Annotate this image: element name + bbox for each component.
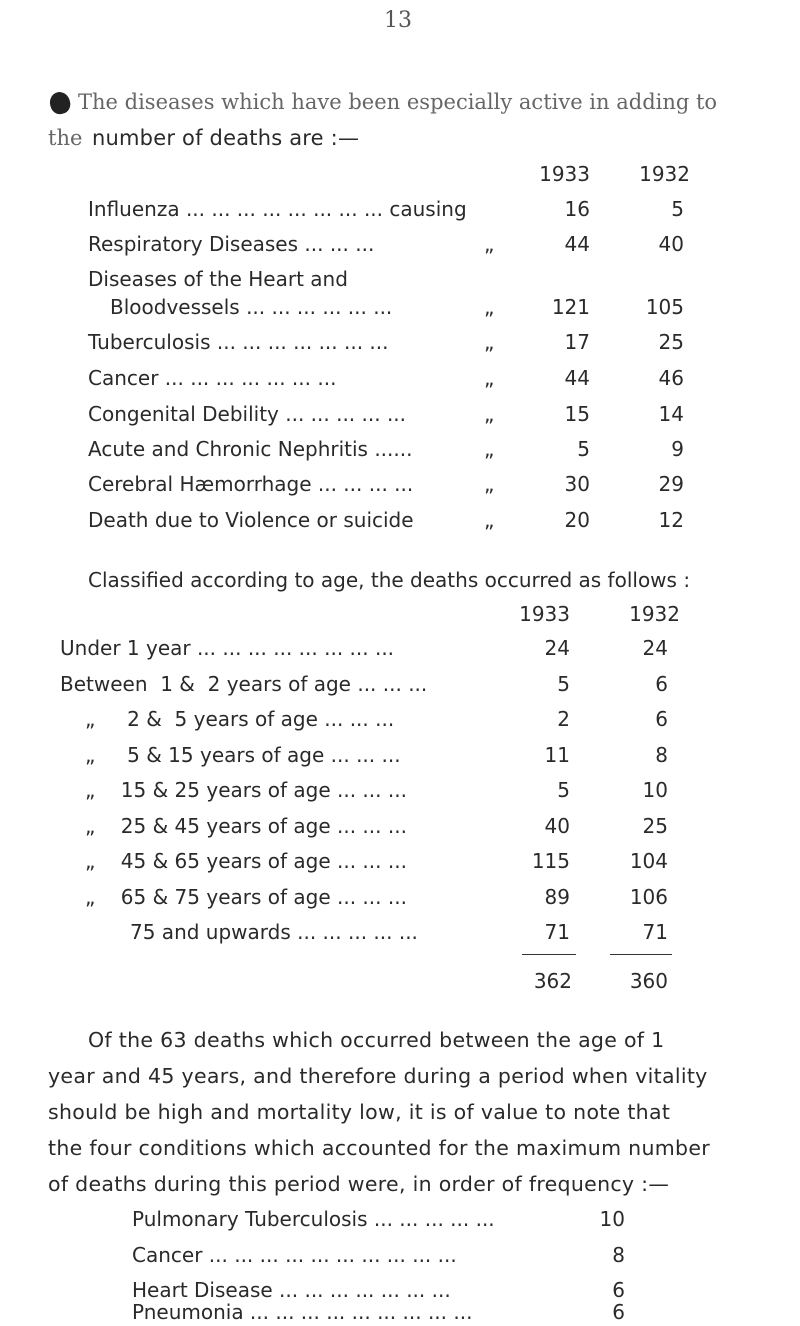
disease-header-1933: 1933 [539,162,590,186]
paragraph-line-4: the four conditions which accounted for the maximum number [48,1136,710,1160]
disease-row-1932: 5 [671,197,684,221]
condition-count: 6 [612,1300,625,1324]
ditto-mark: „ [484,472,495,496]
disease-row-1933: 20 [564,508,590,532]
disease-row-1932: 25 [658,330,684,354]
condition-count: 6 [612,1278,625,1302]
age-row-1932: 24 [642,636,668,660]
disease-row-1933: 16 [564,197,590,221]
disease-row-1932: 46 [658,366,684,390]
age-row-1933: 24 [544,636,570,660]
ditto-mark: „ [484,232,495,256]
ditto-mark: „ [484,330,495,354]
disease-row-1932: 12 [658,508,684,532]
age-row-label: 75 and upwards ... ... ... ... ... [130,920,418,944]
paragraph-line-3: should be high and mortality low, it is of value to note that [48,1100,671,1124]
disease-row-1933: 30 [564,472,590,496]
total-rule-1932 [610,954,672,955]
age-row-label: „ 45 & 65 years of age ... ... ... [85,849,407,873]
disease-row-label: Respiratory Diseases ... ... ... [88,232,375,256]
disease-row-label: Acute and Chronic Nephritis ...... [88,437,413,461]
age-row-1933: 2 [557,707,570,731]
disease-row-label: Tuberculosis ... ... ... ... ... ... ... [88,330,389,354]
disease-row-1933: 5 [577,437,590,461]
disease-row-1933: 17 [564,330,590,354]
age-row-label: „ 15 & 25 years of age ... ... ... [85,778,407,802]
age-row-1932: 104 [629,849,668,873]
age-row-1932: 25 [642,814,668,838]
disease-row-label-cont: Bloodvessels ... ... ... ... ... ... [110,295,393,319]
disease-row-1932: 105 [645,295,684,319]
disease-row-1932: 29 [658,472,684,496]
ditto-mark: „ [484,366,495,390]
age-row-label: „ 5 & 15 years of age ... ... ... [85,743,401,767]
age-row-1933: 115 [531,849,570,873]
age-header-1933: 1933 [519,602,570,626]
age-row-label: „ 65 & 75 years of age ... ... ... [85,885,407,909]
ditto-mark: „ [484,437,495,461]
condition-count: 8 [612,1243,625,1267]
age-row-label: Under 1 year ... ... ... ... ... ... ... ... [60,636,395,660]
paragraph-line-2: year and 45 years, and therefore during a period when vitality [48,1064,708,1088]
page-number: 13 [384,8,412,33]
age-row-1933: 5 [557,778,570,802]
intro-line-2-prefix: the [48,126,83,150]
age-row-1933: 89 [544,885,570,909]
age-row-1932: 10 [642,778,668,802]
age-row-label: „ 25 & 45 years of age ... ... ... [85,814,407,838]
age-row-1932: 6 [655,672,668,696]
age-total-1932: 360 [629,969,668,993]
ditto-mark: „ [484,295,495,319]
disease-row-label: Cerebral Hæmorrhage ... ... ... ... [88,472,414,496]
age-row-1933: 11 [544,743,570,767]
ditto-mark: „ [484,508,495,532]
age-row-1933: 5 [557,672,570,696]
age-row-1932: 8 [655,743,668,767]
age-row-1933: 40 [544,814,570,838]
age-intro: Classified according to age, the deaths occurred as follows : [88,568,691,592]
condition-label: Cancer ... ... ... ... ... ... ... ... ... ... [132,1243,457,1267]
total-rule-1933 [522,954,576,955]
paragraph-line-1: Of the 63 deaths which occurred between the age of 1 [88,1028,665,1052]
disease-row-label: Influenza ... ... ... ... ... ... ... ... causing [88,197,467,221]
paragraph-line-5: of deaths during this period were, in order of frequency :— [48,1172,670,1196]
disease-row-1933: 44 [564,232,590,256]
disease-row-1932: 40 [658,232,684,256]
ditto-mark: „ [484,402,495,426]
age-total-1933: 362 [533,969,572,993]
condition-label: Pulmonary Tuberculosis ... ... ... ... ... [132,1207,495,1231]
disease-header-1932: 1932 [639,162,690,186]
age-row-1933: 71 [544,920,570,944]
condition-count: 10 [599,1207,625,1231]
age-row-label: „ 2 & 5 years of age ... ... ... [85,707,395,731]
disease-row-1933: 15 [564,402,590,426]
age-row-label: Between 1 & 2 years of age ... ... ... [60,672,428,696]
age-row-1932: 106 [629,885,668,909]
intro-line-2: number of deaths are :— [92,126,360,150]
disease-row-1933: 121 [551,295,590,319]
ink-blot-icon [47,90,72,116]
disease-row-1932: 14 [658,402,684,426]
disease-row-1933: 44 [564,366,590,390]
disease-row-label: Diseases of the Heart and [88,267,348,291]
age-header-1932: 1932 [629,602,680,626]
disease-row-label: Congenital Debility ... ... ... ... ... [88,402,407,426]
intro-line-1: The diseases which have been especially active in adding to [78,90,718,114]
condition-label: Pneumonia ... ... ... ... ... ... ... ... ... [132,1300,473,1324]
disease-row-label: Cancer ... ... ... ... ... ... ... [88,366,337,390]
disease-row-label: Death due to Violence or suicide [88,508,414,532]
disease-row-1932: 9 [671,437,684,461]
age-row-1932: 6 [655,707,668,731]
condition-label: Heart Disease ... ... ... ... ... ... ... [132,1278,451,1302]
age-row-1932: 71 [642,920,668,944]
